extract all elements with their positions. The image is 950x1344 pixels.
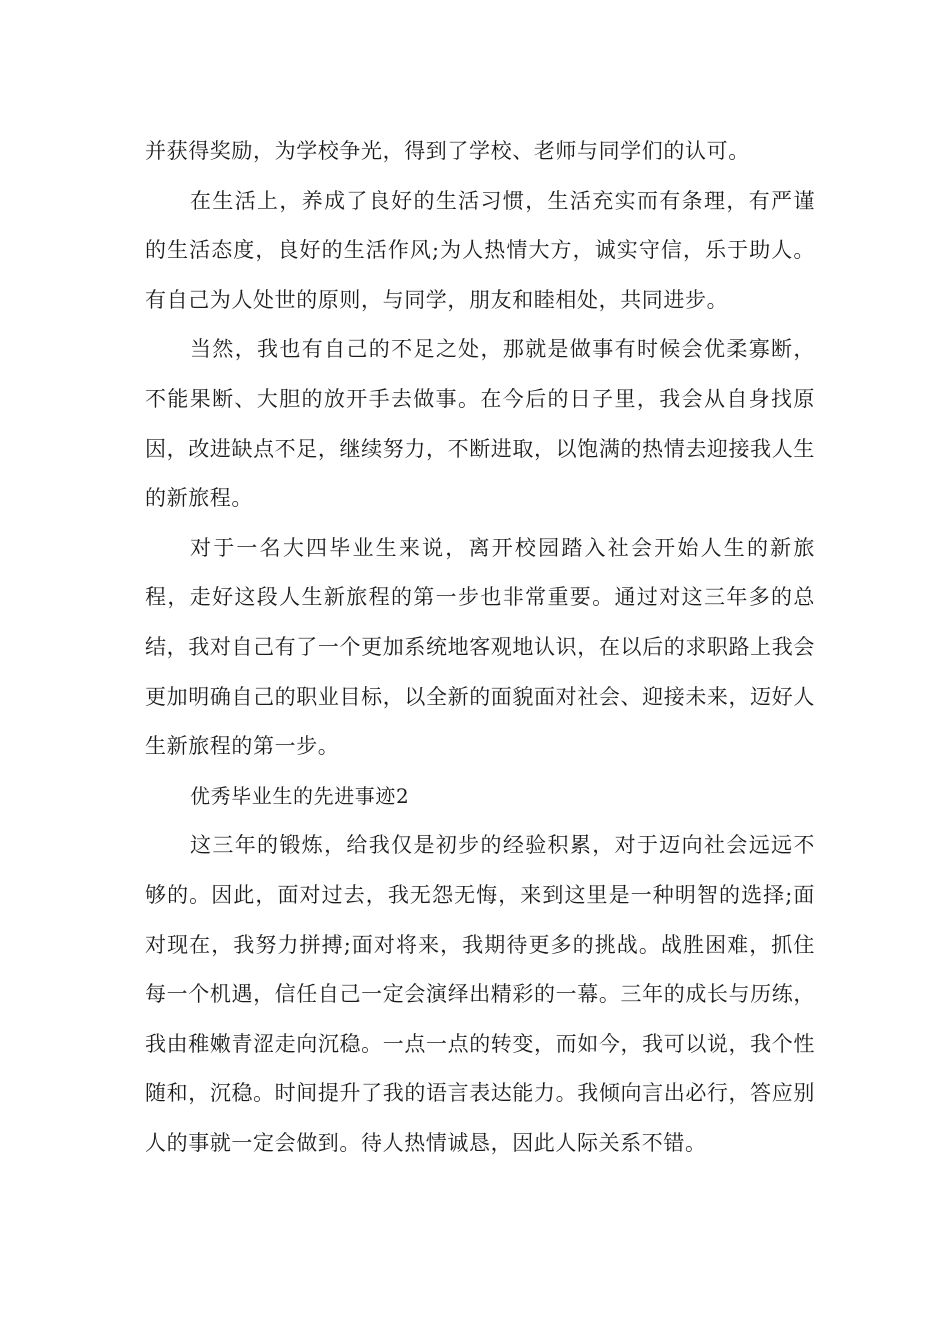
paragraph-graduate-outlook: 对于一名大四毕业生来说，离开校园踏入社会开始人生的新旅程，走好这段人生新旅程的第一步也非常重要。通过对这三年多的总结，我对自己有了一个更加系统地客观地认识，在以后的求职路上我会更加明确自己的职业目标，以全新的面貌面对社会、迎接未来，迈好人生新旅程的第一步。	[145, 535, 815, 759]
section-heading: 优秀毕业生的先进事迹2	[190, 783, 410, 808]
paragraph-shortcomings: 当然，我也有自己的不足之处，那就是做事有时候会优柔寡断，不能果断、大胆的放开手去做事。在今后的日子里，我会从自身找原因，改进缺点不足，继续努力，不断进取，以饱满的热情去迎接我人生的新旅程。	[145, 337, 815, 511]
paragraph-life-habits: 在生活上，养成了良好的生活习惯，生活充实而有条理，有严谨的生活态度，良好的生活作风;为人热情大方，诚实守信，乐于助人。有自己为人处世的原则，与同学，朋友和睦相处，共同进步。	[145, 188, 815, 312]
paragraph-continuation: 并获得奖励，为学校争光，得到了学校、老师与同学们的认可。	[145, 139, 750, 163]
document-body	[145, 127, 815, 1168]
paragraph-three-years: 这三年的锻炼，给我仅是初步的经验积累，对于迈向社会远远不够的。因此，面对过去，我无怨无悔，来到这里是一种明智的选择;面对现在，我努力拼搏;面对将来，我期待更多的挑战。战胜困难，抓住每一个机遇，信任自己一定会演绎出精彩的一幕。三年的成长与历练，我由稚嫩青涩走向沉稳。一点一点的转变，而如今，我可以说，我个性随和，沉稳。时间提升了我的语言表达能力。我倾向言出必行，答应别人的事就一定会做到。待人热情诚恳，因此人际关系不错。	[145, 833, 815, 1155]
